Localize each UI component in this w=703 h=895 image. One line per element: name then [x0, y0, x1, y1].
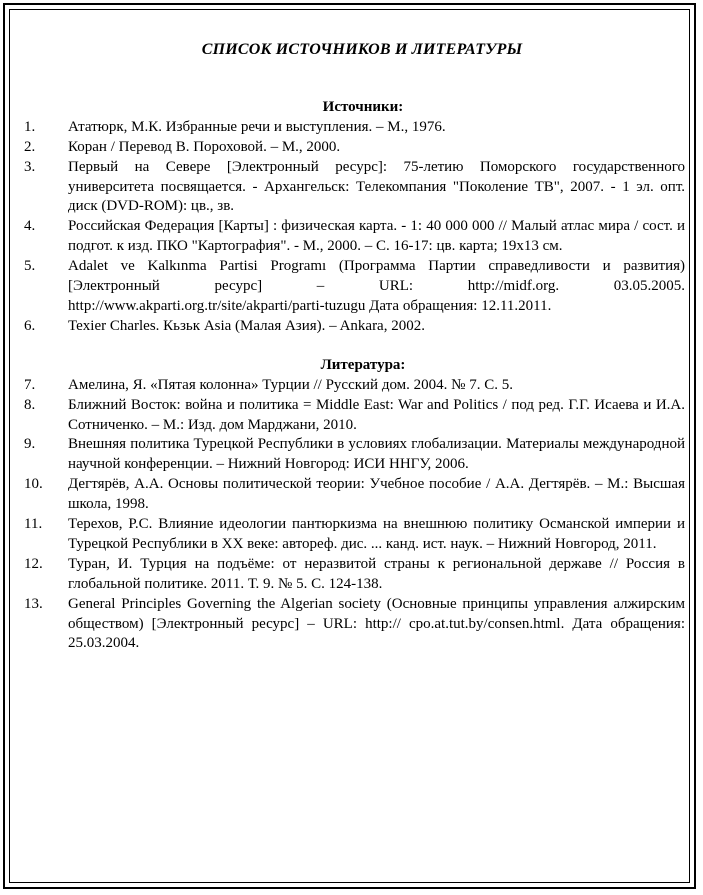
item-number: 9.: [24, 436, 36, 453]
item-number: 3.: [24, 158, 36, 175]
document-body: [19, 40, 685, 654]
item-text: Амелина, Я. «Пятая колонна» Турции // Русский дом. 2004. № 7. С. 5.: [68, 376, 513, 393]
sources-list: [19, 118, 685, 337]
list-item: [19, 475, 685, 515]
item-text: Первый на Севере [Электронный ресурс]: 75-летию Поморского государственного университета посвящается. - Архангельск: Телекомпания "Поколение ТВ", 2007. - 1 эл. опт. диск (DVD-ROM): цв., зв.: [68, 158, 685, 215]
item-text: Ближний Восток: война и политика = Middle East: War and Politics / под ред. Г.Г. Исаева и И.А. Сотниченко. – М.: Изд. дом Марджани, 2010.: [68, 396, 685, 433]
item-text: Российская Федерация [Карты] : физическая карта. - 1: 40 000 000 // Малый атлас мира / сост. и подгот. к изд. ПКО "Картография". - М., 2000. – С. 16-17: цв. карта; 19х13 см.: [68, 218, 685, 255]
item-number: 13.: [24, 595, 43, 612]
item-number: 8.: [24, 396, 36, 413]
list-item: [19, 396, 685, 436]
item-text: Ататюрк, М.К. Избранные речи и выступления. – М., 1976.: [68, 118, 446, 135]
section-gap: [19, 337, 685, 356]
item-text: Texier Charles. Кьзьк Asia (Малая Азия). – Ankara, 2002.: [68, 317, 425, 334]
list-item: [19, 376, 685, 396]
list-item: [19, 138, 685, 158]
item-number: 2.: [24, 138, 36, 155]
list-item: [19, 515, 685, 555]
item-text: Коран / Перевод В. Пороховой. – М., 2000.: [68, 138, 341, 155]
list-item: [19, 555, 685, 595]
item-text: Дегтярёв, А.А. Основы политической теории: Учебное пособие / А.А. Дегтярёв. – М.: Высшая школа, 1998.: [68, 476, 685, 513]
item-text: Терехов, Р.С. Влияние идеологии пантюркизма на внешнюю политику Османской империи и Турецкой Республики в XX веке: автореф. дис. ... канд. ист. наук. – Нижний Новгород, 2011.: [68, 516, 685, 552]
list-item: [19, 317, 685, 337]
list-item: [19, 595, 685, 655]
item-number: 10.: [24, 476, 43, 493]
item-text: Туран, И. Турция на подъёме: от неразвитой страны к региональной державе // Россия в глобальной политике. 2011. Т. 9. № 5. С. 124-138.: [68, 555, 685, 592]
item-number: 5.: [24, 258, 36, 275]
list-item: [19, 158, 685, 218]
literature-heading: Литература:: [320, 356, 406, 373]
item-number: 12.: [24, 555, 43, 572]
item-text: General Principles Governing the Algerian society (Основные принципы управления алжирским обществом) [Электронный ресурс] – URL: http:// cpo.at.tut.by/consen.html. Дата обращения: 25.03.2004.: [68, 595, 685, 652]
item-number: 6.: [24, 317, 36, 334]
list-item: [19, 257, 685, 317]
document-title: СПИСОК ИСТОЧНИКОВ И ЛИТЕРАТУРЫ: [201, 41, 523, 58]
item-number: 7.: [24, 376, 36, 393]
item-number: 1.: [24, 118, 36, 135]
item-number: 11.: [24, 516, 43, 533]
list-item: [19, 435, 685, 475]
literature-list: [19, 376, 685, 655]
sources-heading: Источники:: [322, 98, 404, 115]
list-item: [19, 217, 685, 257]
list-item: [19, 118, 685, 138]
item-text: Внешняя политика Турецкой Республики в условиях глобализации. Материалы международной научной конференции. – Нижний Новгород: ИСИ ННГУ, 2006.: [68, 436, 685, 473]
item-text: Adalet ve Kalkınma Partisi Programı (Программа Партии справедливости и развития) [Электронный ресурс] – URL: http://midf.org. 03.05.2005. http://www.akparti.org.tr/site/akparti/parti-tuzugu Дата обращения: 12.11.2011.: [68, 258, 685, 314]
item-number: 4.: [24, 218, 36, 235]
